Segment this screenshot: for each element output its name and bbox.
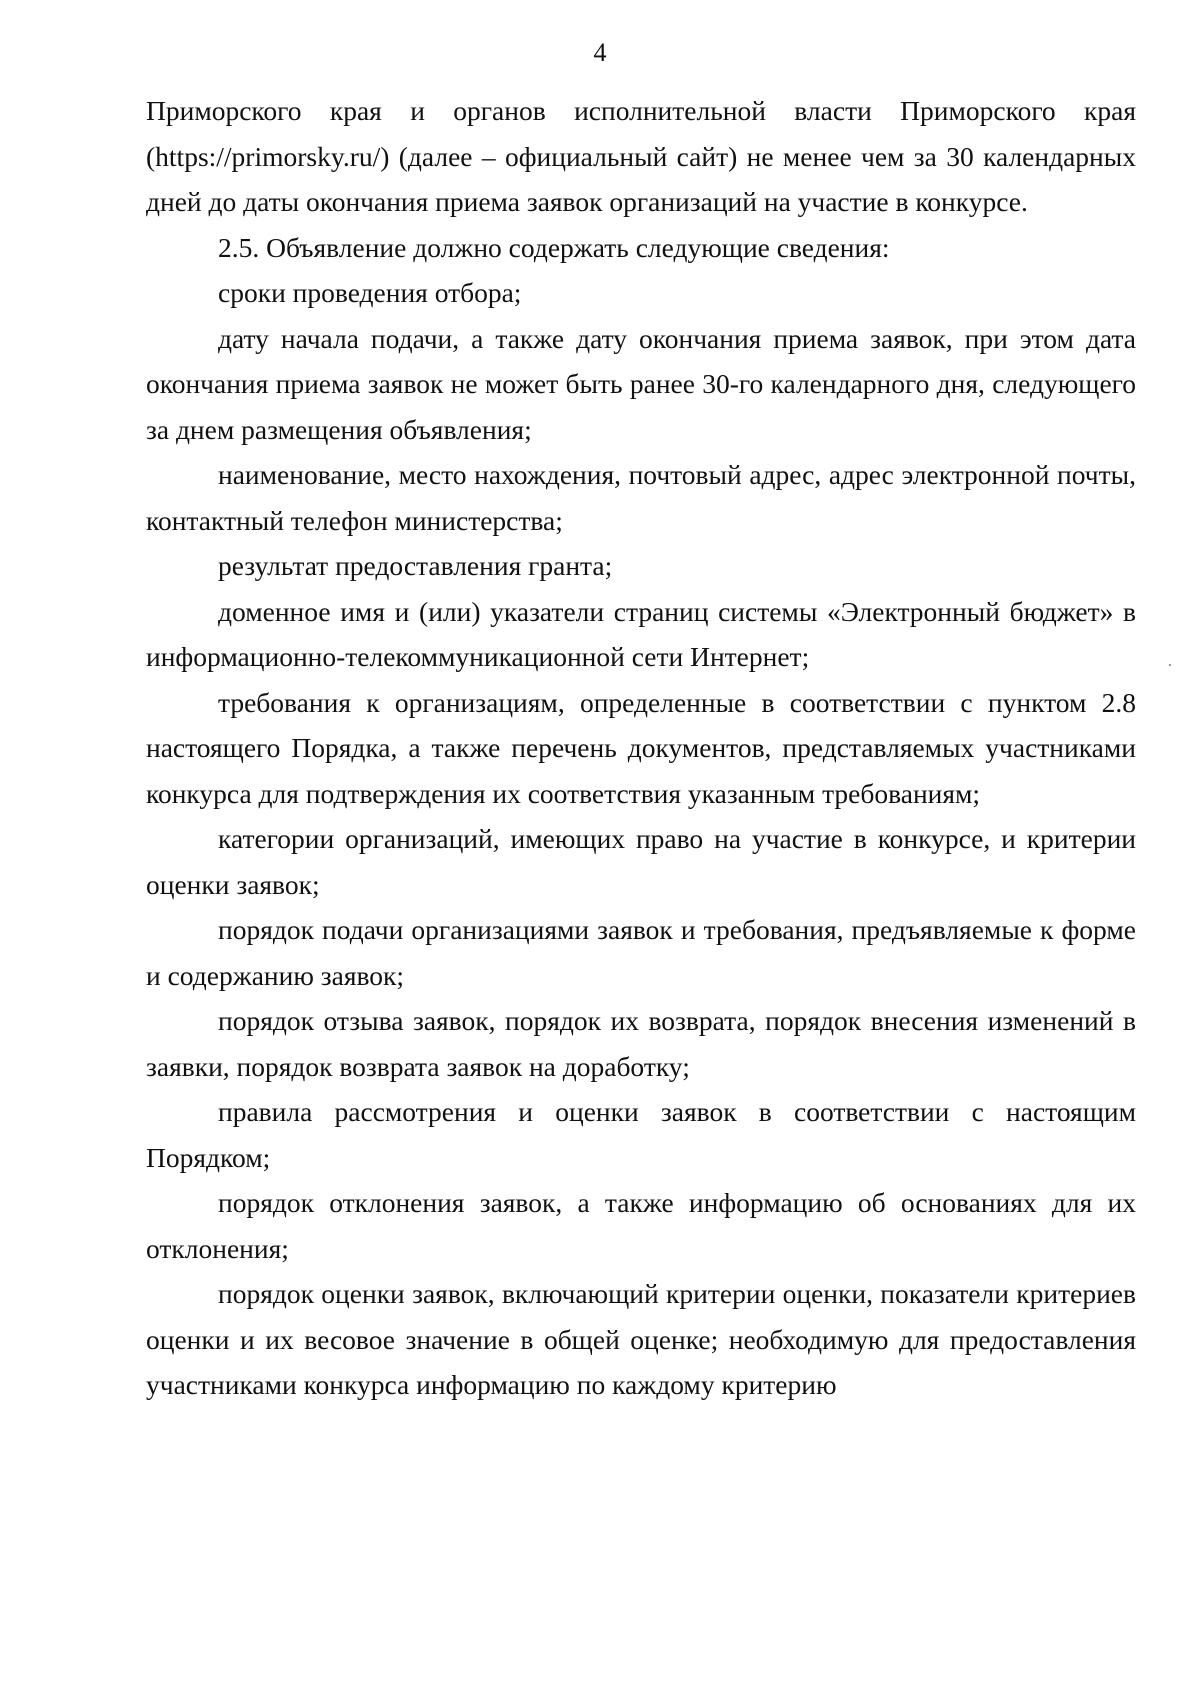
list-item-withdrawal-procedure: порядок отзыва заявок, порядок их возврата, порядок внесения изменений в заявки, порядок возврата заявок на доработку;: [146, 1005, 1136, 1082]
list-item-organization-requirements: требования к организациям, определенные в соответствии с пунктом 2.8 настоящего Порядка, а также перечень документов, представляемых участниками конкурса для подтверждения их соответствия указанным требованиям;: [146, 686, 1136, 809]
list-item-review-rules: правила рассмотрения и оценки заявок в соответствии с настоящим Порядком;: [146, 1096, 1136, 1173]
paragraph-continuation: Приморского края и органов исполнительной власти Приморского края (https://primorsky.ru/) (далее – официальный сайт) не менее чем за 30 календарных дней до даты окончания приема заявок организаций на участие в конкурсе.: [146, 95, 1136, 217]
list-item-organization-categories: категории организаций, имеющих право на участие в конкурсе, и критерии оценки заявок;: [146, 823, 1136, 900]
scan-speck: [1169, 664, 1171, 666]
list-item-selection-dates: сроки проведения отбора;: [218, 277, 522, 308]
list-item-application-dates: дату начала подачи, а также дату окончания приема заявок, при этом дата окончания приема заявок не может быть ранее 30-го календарного дня, следующего за днем размещения объявления;: [146, 322, 1136, 445]
page-number: 4: [593, 38, 607, 67]
list-item-rejection-procedure: порядок отклонения заявок, а также информацию об основаниях для их отклонения;: [146, 1187, 1136, 1264]
list-item-ministry-contacts: наименование, место нахождения, почтовый адрес, адрес электронной почты, контактный телефон министерства;: [146, 459, 1136, 536]
document-body: [146, 88, 1136, 1408]
list-item-submission-procedure: порядок подачи организациями заявок и требования, предъявляемые к форме и содержанию заявок;: [146, 914, 1136, 991]
paragraph-section-2-5: 2.5. Объявление должно содержать следующие сведения:: [218, 231, 890, 263]
list-item-evaluation-procedure: порядок оценки заявок, включающий критерии оценки, показатели критериев оценки и их весовое значение в общей оценке; необходимую для предоставления участниками конкурса информацию по каждому критерию: [146, 1278, 1136, 1400]
list-item-grant-result: результат предоставления гранта;: [218, 550, 613, 581]
list-item-domain-name: доменное имя и (или) указатели страниц системы «Электронный бюджет» в информационно-телекоммуникационной сети Интернет;: [146, 595, 1136, 672]
